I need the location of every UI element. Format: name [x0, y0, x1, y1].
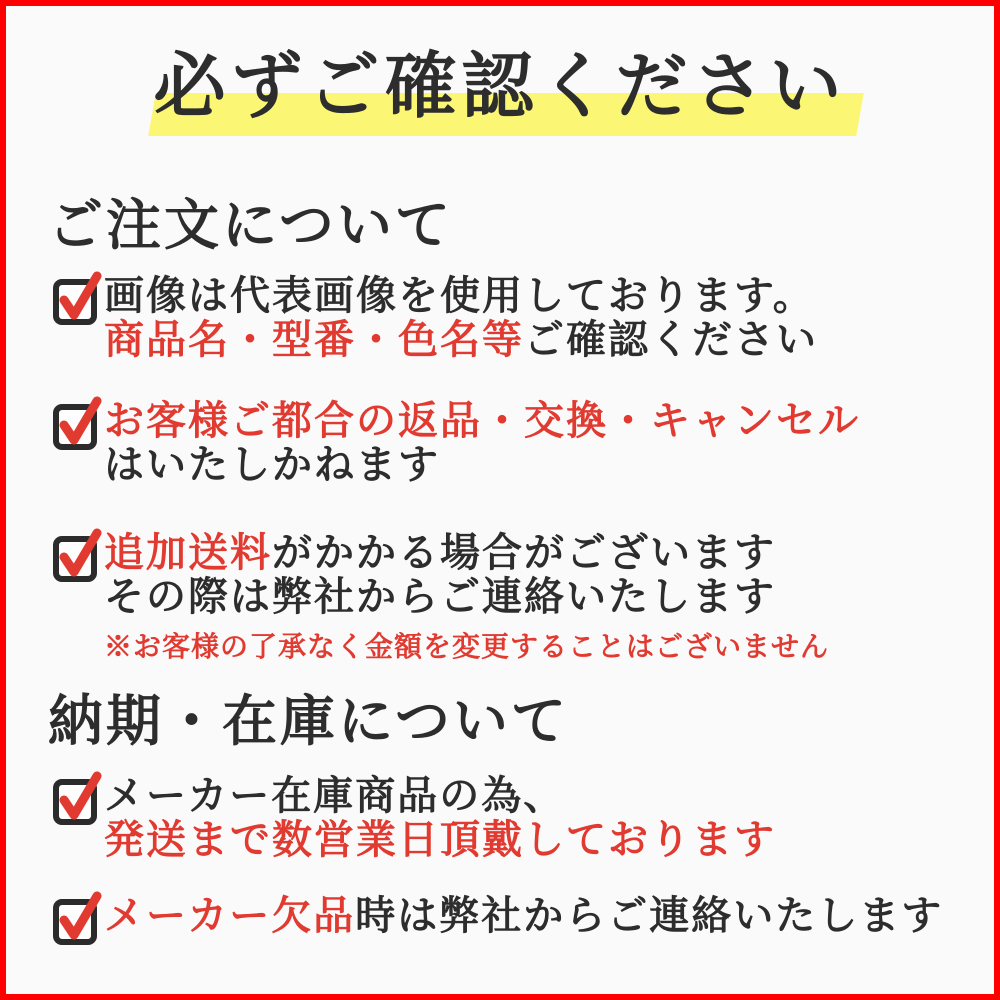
text-segment-red: 追加送料 [104, 530, 272, 575]
item-note: ※お客様の了承なく金額を変更することはございません [104, 632, 830, 663]
text-segment: その際は弊社からご連絡いたします [104, 574, 776, 619]
text-segment-red: 発送まで数営業日頂戴しております [104, 817, 776, 862]
list-item [52, 894, 943, 946]
item-text [104, 894, 943, 938]
checkbox-checked-icon [52, 888, 102, 946]
text-segment-red: お客様ご都合の返品・交換・キャンセル [104, 398, 860, 443]
list-item [52, 531, 829, 665]
item-line [104, 318, 818, 362]
item-line [104, 575, 829, 619]
text-segment: 画像は代表画像を使用しております。 [104, 273, 815, 318]
checkbox-checked-icon [52, 525, 102, 583]
item-text [104, 531, 829, 665]
item-text [104, 399, 860, 487]
list-item [52, 774, 776, 862]
text-segment: メーカー在庫商品の為、 [104, 773, 566, 818]
text-segment-red: 商品名・型番・色名等 [104, 317, 524, 362]
item-line [104, 774, 776, 818]
item-line [104, 531, 829, 575]
section-heading-order: ご注文について [48, 195, 453, 256]
item-text [104, 274, 818, 362]
item-line [104, 274, 818, 318]
item-line [104, 443, 860, 487]
text-segment: ご確認ください [524, 317, 818, 362]
list-item [52, 274, 818, 362]
checkbox-checked-icon [52, 393, 102, 451]
text-segment-red: メーカー欠品 [104, 893, 356, 938]
item-line [104, 818, 776, 862]
page-title: 必ずご確認ください [153, 47, 847, 127]
text-segment: はいたしかねます [104, 442, 440, 487]
item-line [104, 399, 860, 443]
checkbox-checked-icon [52, 768, 102, 826]
item-line [104, 894, 943, 938]
text-segment: がかかる場合がございます [272, 530, 776, 575]
list-item [52, 399, 860, 487]
item-text [104, 774, 776, 862]
checkbox-checked-icon [52, 268, 102, 326]
title-banner [6, 6, 994, 156]
section-heading-stock: 納期・在庫について [48, 691, 569, 752]
text-segment: 時は弊社からご連絡いたします [355, 893, 944, 938]
